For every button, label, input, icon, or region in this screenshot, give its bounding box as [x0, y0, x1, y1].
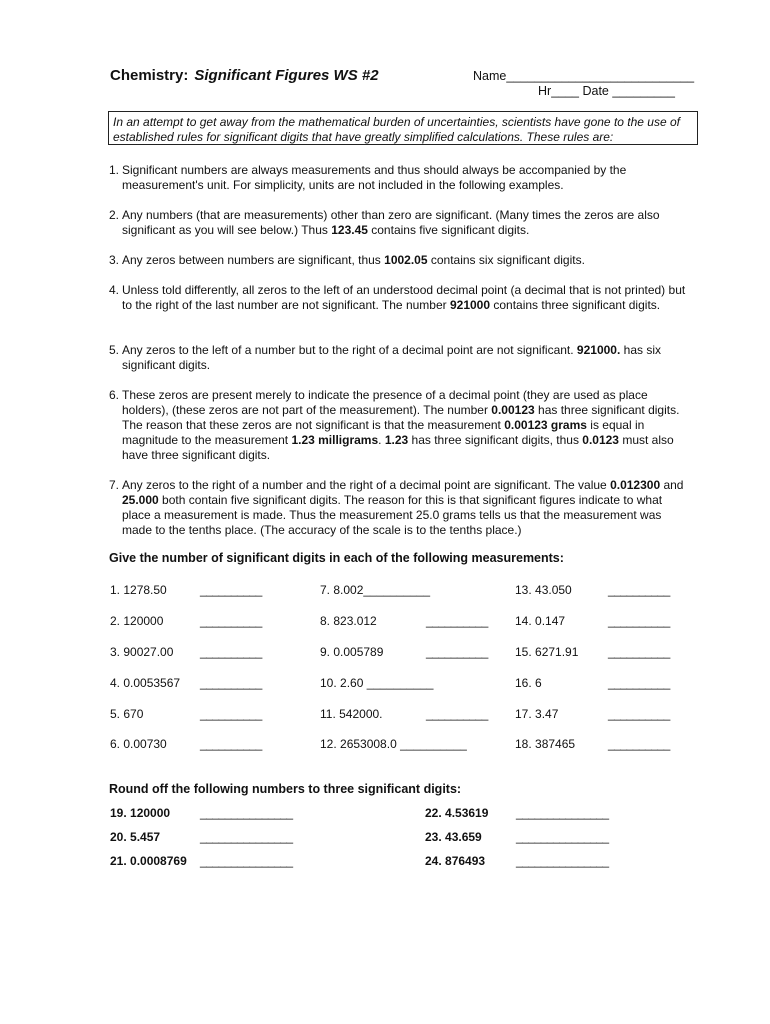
answer-blank[interactable]: _______________	[200, 830, 293, 844]
rule-emphasis: 921000	[449, 298, 491, 312]
rounding-question: 19. 120000	[110, 806, 171, 820]
measurement-question: 17. 3.47	[515, 707, 559, 721]
answer-blank[interactable]: __________	[608, 583, 670, 597]
answer-blank[interactable]: __________	[200, 737, 262, 751]
rule-emphasis: 1.23 milligrams	[291, 433, 379, 447]
answer-blank[interactable]: __________	[608, 707, 670, 721]
rule-text	[122, 343, 694, 373]
measurement-question: 16. 6	[515, 676, 542, 690]
measurement-question: 5. 670	[110, 707, 144, 721]
rule-segment: has six significant digits.	[122, 343, 661, 372]
rule-emphasis: 0.00123 grams	[504, 418, 587, 432]
rule-segment: Unless told differently, all zeros to the left of an understood decimal point (a decimal that is not printed) but to the right of the last number are not significant. The number	[122, 283, 686, 312]
rule-segment: must also have three significant digits.	[122, 433, 674, 462]
rule-text	[122, 283, 694, 313]
rule-text	[122, 388, 694, 463]
answer-blank[interactable]: _______________	[200, 806, 293, 820]
rule-item	[109, 343, 694, 373]
rule-segment: These zeros are present merely to indicate the presence of a decimal point (they are used as place holders), (these zeros are not part of the measurement). The number	[122, 388, 648, 417]
rule-item	[109, 478, 694, 538]
rule-number: 7.	[109, 478, 120, 492]
rounding-question: 20. 5.457	[110, 830, 161, 844]
title-subtitle: Significant Figures WS #2	[194, 67, 379, 84]
section2-heading: Round off the following numbers to three significant digits:	[109, 782, 462, 796]
rule-emphasis: 921000.	[576, 343, 621, 357]
rule-emphasis: 25.000	[122, 493, 159, 507]
measurement-question: 7. 8.002__________	[320, 583, 431, 597]
rule-emphasis: 1.23	[384, 433, 409, 447]
measurement-question: 4. 0.0053567	[110, 676, 181, 690]
answer-blank[interactable]: __________	[608, 737, 670, 751]
rounding-question: 22. 4.53619	[425, 806, 489, 820]
rule-item	[109, 208, 694, 238]
rule-segment: has three significant digits. The reason that these zeros are not significant is that the measurement	[122, 403, 680, 432]
page-title	[110, 67, 379, 84]
measurement-question: 1. 1278.50	[110, 583, 167, 597]
answer-blank[interactable]: _______________	[516, 830, 609, 844]
section1-heading: Give the number of significant digits in each of the following measurements:	[109, 551, 564, 565]
answer-blank[interactable]: __________	[608, 645, 670, 659]
answer-blank[interactable]: _______________	[516, 806, 609, 820]
rule-segment: both contain five significant digits. The reason for this is that significant figures indicate to what place a measurement is made. Thus the measurement 25.0 grams tells us that the measurement was made to the tenths place. (The accuracy of the scale is to the tenths place.)	[122, 493, 663, 537]
measurement-question: 3. 90027.00	[110, 645, 174, 659]
rule-segment: and	[660, 478, 684, 492]
measurement-question: 8. 823.012	[320, 614, 377, 628]
rule-segment: Any zeros between numbers are significant, thus	[122, 253, 385, 267]
answer-blank[interactable]: __________	[426, 707, 488, 721]
measurement-question: 9. 0.005789	[320, 645, 384, 659]
rule-segment: has three significant digits, thus	[408, 433, 583, 447]
rule-emphasis: 123.45	[331, 223, 368, 237]
rounding-question: 24. 876493	[425, 854, 486, 868]
answer-blank[interactable]: __________	[608, 676, 670, 690]
rule-segment: contains three significant digits.	[490, 298, 661, 312]
answer-blank[interactable]: __________	[200, 645, 262, 659]
measurement-question: 6. 0.00730	[110, 737, 167, 751]
rule-segment: is equal in magnitude to the measurement	[122, 418, 645, 447]
answer-blank[interactable]: __________	[200, 676, 262, 690]
rounding-question: 21. 0.0008769	[110, 854, 187, 868]
rule-segment: Any zeros to the left of a number but to the right of a decimal point are not significant.	[122, 343, 577, 357]
answer-blank[interactable]: _______________	[516, 854, 609, 868]
rule-emphasis: 0.012300	[610, 478, 661, 492]
answer-blank[interactable]: _______________	[200, 854, 293, 868]
answer-blank[interactable]: __________	[200, 583, 262, 597]
answer-blank[interactable]: __________	[426, 614, 488, 628]
intro-box: In an attempt to get away from the mathematical burden of uncertainties, scientists have gone to the use of established rules for significant digits that have greatly simplified calculations. These rules are:	[108, 111, 698, 145]
name-field-line: Name___________________________	[473, 69, 695, 83]
rounding-question: 23. 43.659	[425, 830, 482, 844]
measurement-question: 11. 542000.	[320, 707, 383, 721]
rule-text	[122, 253, 694, 268]
rule-number: 6.	[109, 388, 120, 402]
rule-segment: Significant numbers are always measurements and thus should always be accompanied by the measurement's unit. For simplicity, units are not included in the following examples.	[122, 163, 627, 192]
rule-emphasis: 1002.05	[384, 253, 428, 267]
rule-text	[122, 163, 694, 193]
rule-segment: Any numbers (that are measurements) other than zero are significant. (Many times the zeros are also significant as you will see below.) Thus	[122, 208, 660, 237]
measurement-question: 18. 387465	[515, 737, 576, 751]
measurement-question: 10. 2.60 __________	[320, 676, 434, 690]
rule-segment: contains five significant digits.	[367, 223, 530, 237]
title-label: Chemistry:	[110, 67, 189, 84]
measurement-question: 15. 6271.91	[515, 645, 579, 659]
rule-item	[109, 253, 694, 268]
measurement-question: 12. 2653008.0 __________	[320, 737, 467, 751]
rule-segment: .	[378, 433, 385, 447]
rule-number: 4.	[109, 283, 120, 297]
rule-number: 5.	[109, 343, 120, 357]
rule-item	[109, 388, 694, 463]
rule-item	[109, 283, 694, 313]
hr-date-line: Hr____ Date _________	[538, 84, 675, 98]
rule-number: 3.	[109, 253, 120, 267]
answer-blank[interactable]: __________	[200, 707, 262, 721]
rule-emphasis: 0.0123	[582, 433, 619, 447]
measurement-question: 13. 43.050	[515, 583, 572, 597]
rule-emphasis: 0.00123	[491, 403, 535, 417]
rule-text	[122, 478, 694, 538]
rule-number: 1.	[109, 163, 120, 177]
rule-segment: Any zeros to the right of a number and the right of a decimal point are significant. The value	[122, 478, 611, 492]
measurement-question: 14. 0.147	[515, 614, 566, 628]
answer-blank[interactable]: __________	[200, 614, 262, 628]
rule-item	[109, 163, 694, 193]
answer-blank[interactable]: __________	[608, 614, 670, 628]
rule-number: 2.	[109, 208, 120, 222]
rule-segment: contains six significant digits.	[427, 253, 585, 267]
rule-text	[122, 208, 694, 238]
answer-blank[interactable]: __________	[426, 645, 488, 659]
measurement-question: 2. 120000	[110, 614, 164, 628]
